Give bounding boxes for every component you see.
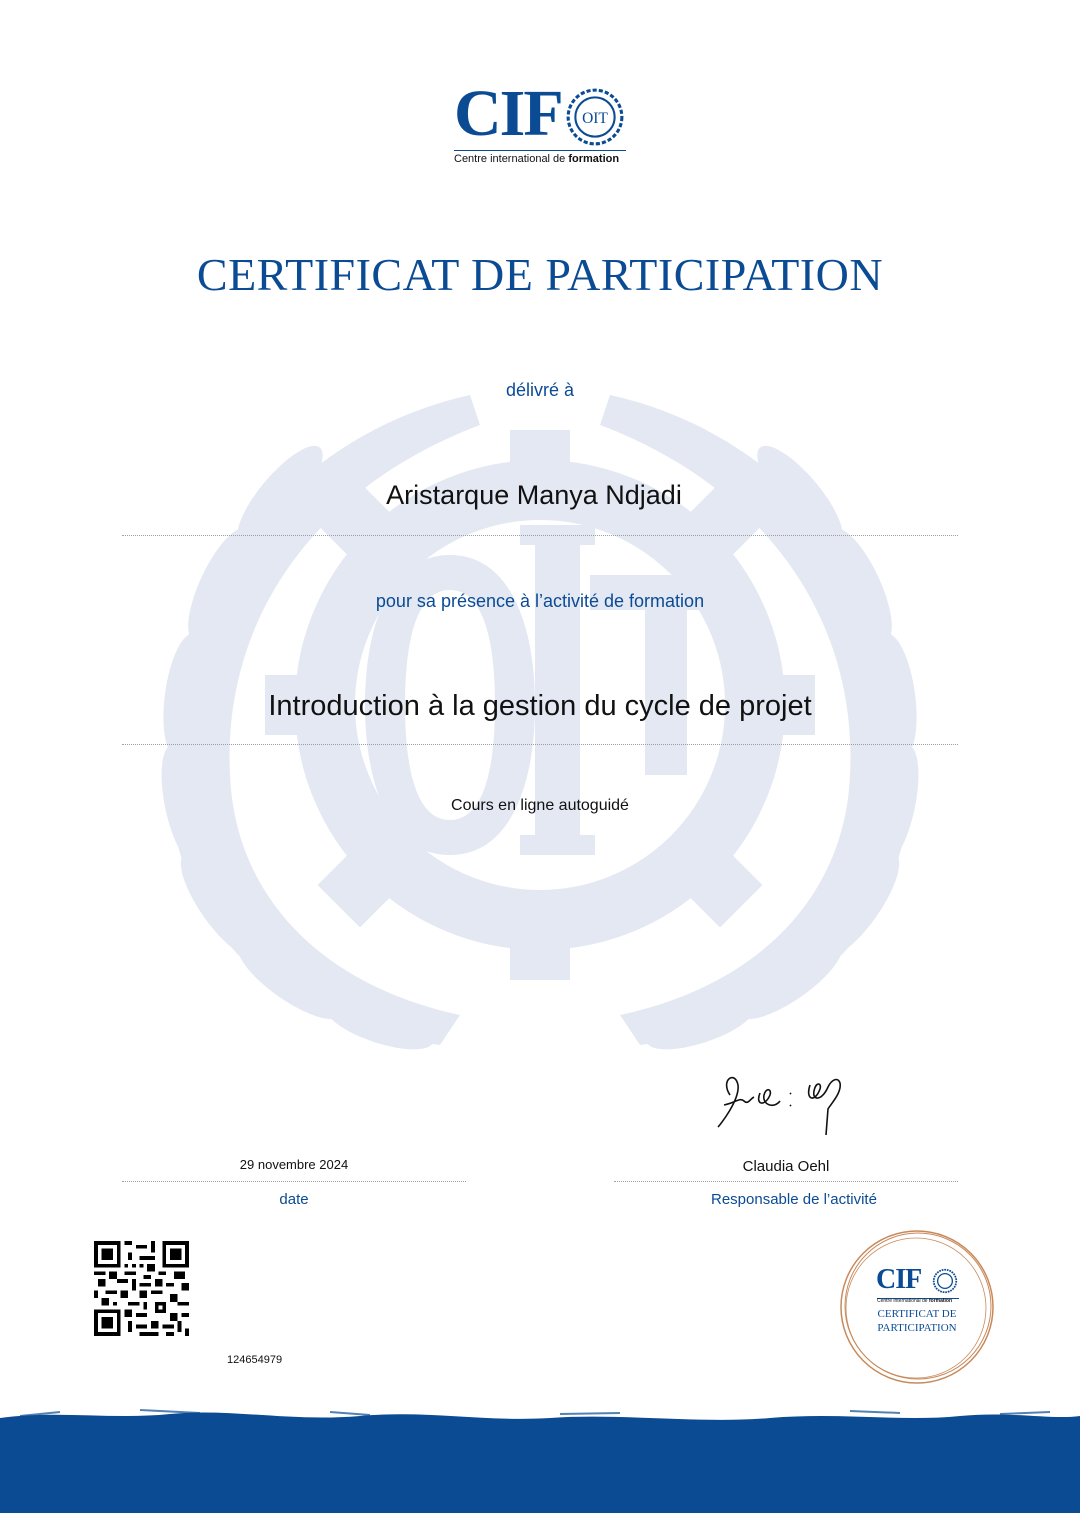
seal-line2: PARTICIPATION — [877, 1322, 957, 1334]
seal-subtitle-bold: formation — [928, 1298, 953, 1304]
signer-underline — [614, 1181, 958, 1182]
seal-emblem-icon — [932, 1268, 958, 1294]
signer-name: Claudia Oehl — [742, 1158, 830, 1175]
seal-ring — [836, 1226, 998, 1388]
issued-to-label: délivré à — [505, 380, 575, 400]
logo-subtitle-prefix: Centre international de — [454, 153, 569, 165]
recipient-name: Aristarque Manya Ndjadi — [386, 480, 682, 510]
cif-brand: CIF — [454, 77, 562, 150]
signer-label: Responsable de l’activité — [711, 1191, 877, 1208]
date-value: 29 novembre 2024 — [239, 1157, 349, 1172]
date-label: date — [279, 1191, 309, 1208]
presence-label: pour sa présence à l’activité de formation — [375, 591, 705, 611]
qr-code[interactable] — [94, 1241, 189, 1336]
seal-subtitle-prefix: Centre international de — [877, 1298, 929, 1304]
logo-subtitle — [454, 153, 654, 165]
seal-brand: CIF — [876, 1264, 922, 1295]
oit-emblem-text: OIT — [582, 110, 608, 128]
recipient-underline — [122, 535, 958, 536]
handwritten-signature — [710, 1065, 870, 1135]
cif-logo — [450, 77, 630, 170]
certificate-id: 124654979 — [227, 1354, 283, 1366]
seal-line1: CERTIFICAT DE — [877, 1308, 957, 1320]
course-type: Cours en ligne autoguidé — [451, 797, 629, 814]
logo-divider — [454, 150, 626, 151]
certificate-seal — [836, 1226, 998, 1388]
oit-emblem-icon — [564, 86, 626, 148]
date-underline — [122, 1181, 466, 1182]
course-underline — [122, 744, 958, 745]
seal-subtitle — [877, 1298, 952, 1304]
footer-brush-band — [0, 1380, 1080, 1513]
logo-subtitle-bold: formation — [568, 153, 620, 165]
certificate-title: CERTIFICAT DE PARTICIPATION — [196, 249, 884, 300]
course-title: Introduction à la gestion du cycle de projet — [268, 690, 812, 722]
